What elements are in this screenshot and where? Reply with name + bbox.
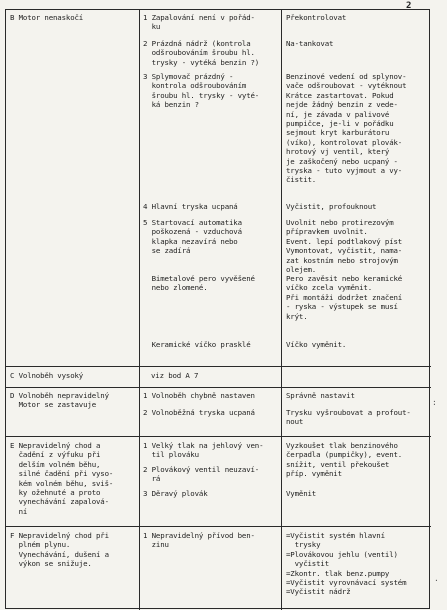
- remedy-d-2: Trysku vyšroubovat a profout- nout: [286, 408, 411, 427]
- column-divider-1: [139, 10, 140, 610]
- cause-e-3: 3 Děravý plovák: [143, 489, 208, 498]
- remedy-b-6: Pero zavěsit nebo keramické víčko zcela vyměnit. Při montáži dodržet značení - ryska - výstupek se musí krýt.: [286, 274, 403, 321]
- cause-b-2: 2 Prázdná nádrž (kontrola odšroubováním šroubu hl. trysky - vytéká benzin ?): [143, 39, 260, 67]
- margin-mark-lower: .: [434, 574, 439, 583]
- fault-e: E Nepravidelný chod a čadění z výfuku při delším volném běhu, silné čadění při vyso- kém volném běhu, sviš- ky ožehnuté a proto vynechávání zapalová- ní: [10, 441, 114, 516]
- row-divider-d-e: [6, 436, 431, 437]
- cause-f: 1 Nepravidelný přívod ben- zinu: [143, 531, 255, 550]
- row-divider-e-f: [6, 526, 431, 527]
- fault-b: B Motor nenaskočí: [10, 13, 84, 22]
- remedy-d-1: Správně nastavit: [286, 391, 355, 400]
- cause-d-1: 1 Volnoběh chybně nastaven: [143, 391, 255, 400]
- remedy-e-1: Vyzkoušet tlak benzinového čerpadla (pumpičky), event. snížit, ventil překoušet příp. vyměnit: [286, 441, 403, 479]
- margin-mark-upper: :: [432, 398, 437, 407]
- remedy-b-3: Benzinové vedení od splynov- vače odšroubovat - vytéknout Krátce zastartovat. Pokud nejde žádný benzin z vede- ní, je závada v palivové pumpičce, je-li v pořádku sejmout kryt karburátoru (víko), kontrolovat plovák- hrotový vj ventil, který je zaškočený nebo ucpaný - tryska - tuto vyjmout a vy- čistit.: [286, 72, 407, 185]
- cause-b-6: Bimetalové pero vyvěšené nebo zlomené.: [151, 274, 255, 293]
- fault-c: C Volnoběh vysoký: [10, 371, 84, 380]
- cause-b-4: 4 Hlavní tryska ucpaná: [143, 202, 238, 211]
- cause-b-1: 1 Zapalování není v pořád- ku: [143, 13, 255, 32]
- cause-c: viz bod A 7: [151, 371, 199, 380]
- remedy-b-4: Vyčistit, profouknout: [286, 202, 377, 211]
- cause-d-2: 2 Volnoběžná tryska ucpaná: [143, 408, 255, 417]
- cause-b-3: 3 Splymovač prázdný - kontrola odšroubováním šroubu hl. trysky - vyté- ká benzin ?: [143, 72, 260, 110]
- row-divider-c-d: [6, 387, 431, 388]
- remedy-b-5: Uvolnit nebo protirezovým přípravkem uvolnit. Event. lepí podtlakový píst Vymontovat, vyčistit, nama- zat kostním nebo strojovým olejem.: [286, 218, 403, 275]
- remedy-b-7: Víčko vyměnit.: [286, 340, 347, 349]
- cause-b-7: Keramické víčko prasklé: [143, 340, 251, 349]
- remedy-b-1: Překontrolovat: [286, 13, 347, 22]
- column-divider-2: [281, 10, 282, 610]
- cause-e-2: 2 Plovákový ventil neuzaví- rá: [143, 465, 260, 484]
- troubleshooting-table: [5, 9, 430, 609]
- fault-d: D Volnoběh nepravidelný Motor se zastavuje: [10, 391, 109, 410]
- cause-b-5: 5 Startovací automatika poškozená - vzduchová klapka nezavírá nebo se zadírá: [143, 218, 242, 256]
- remedy-f: =Vyčistit systém hlavní trysky =Plovákovou jehlu (ventil) vyčistit =Zkontr. tlak benz.pumpy =Vyčistit vyrovnávací systém =Vyčistit nádrž: [286, 531, 407, 597]
- remedy-e-3: Vyměnit: [286, 489, 317, 498]
- row-divider-b-c: [6, 366, 431, 367]
- remedy-b-2: Na-tankovat: [286, 39, 334, 48]
- fault-f: F Nepravidelný chod při plném plynu. Vynechávání, dušení a výkon se snižuje.: [10, 531, 109, 569]
- page-number: 2: [406, 1, 412, 11]
- cause-e-1: 1 Velký tlak na jehlový ven- til plováku: [143, 441, 264, 460]
